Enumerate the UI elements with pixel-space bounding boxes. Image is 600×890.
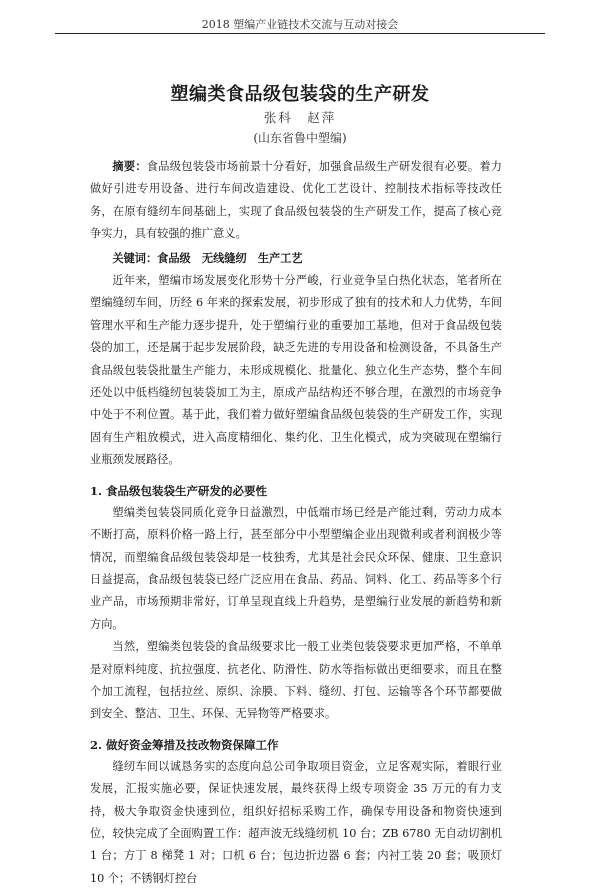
paper-body [90, 155, 502, 890]
section-1-heading: 1. 食品级包装袋生产研发的必要性 [90, 483, 268, 498]
authors: 张科 赵萍 [263, 110, 337, 125]
paper-title: 塑编类食品级包装袋的生产研发 [170, 84, 430, 105]
keywords [90, 247, 502, 270]
abstract-label: 摘要： [112, 159, 147, 173]
keywords-terms: 食品级 无线缝纫 生产工艺 [157, 250, 303, 265]
intro-paragraph: 近年来，塑编市场发展变化形势十分严峻，行业竞争呈白热化状态，笔者所在塑编缝纫车间，历经 6 年来的探索发展，初步形成了独有的技术和人力优势，车间管理水平和生产能力逐步提升，处于塑编行业的重要加工基地，但对于食品级包装袋的加工，还是属于起步发展阶段，缺乏先进的专用设备和检测设备，不具备生产食品级包装袋批量生产能力，未形成规模化、批量化、独立化生产态势，整个车间还处以中低档缝纫包装袋加工为主，原成产品结构还不够合理，在激烈的市场竞争中处于不利位置。基于此，我们着力做好塑编食品级包装袋的生产研发工作，实现固有生产粗放模式，进入高度精细化、集约化、卫生化模式，成为突破现在塑编行业瓶颈发展路径。 [90, 274, 502, 467]
section-2-paragraph: 缝纫车间以诚恳务实的态度向总公司争取项目资金，立足客观实际，着眼行业发展，汇报实施必要，保证快速发展，最终获得上级专项资金 35 万元的有力支持，极大争取资金快速到位，组织好招标采购工作，确保专用设备和物资快速到位，较快完成了全面购置工作：超声波无线缝纫机 10 台；ZB 6780 无自动切割机 1 台；方丁 8 梯凳 1 对；口机 6 台；包边折边器 6 套；内衬工装 20 套；吸顶灯 10 个；不锈钢灯控台 [90, 759, 502, 885]
keywords-label: 关键词： [112, 250, 158, 265]
abstract-text: 食品级包装袋市场前景十分看好，加强食品级生产研发很有必要。着力做好引进专用设备、进行车间改造建设、优化工艺设计、控制技术指标等技改任务，在原有缝纫车间基础上，实现了食品级包装袋的生产研发工作，提高了核心竞争实力，具有较强的推广意义。 [90, 160, 502, 241]
section-1-paragraph: 当然，塑编类包装袋的食品级要求比一般工业类包装袋要求更加严格，不单单是对原料纯度、抗拉强度、抗老化、防滑性、防水等指标做出更细要求，而且在整个加工流程，包括拉丝、原织、涂膜、下料、缝纫、打包、运输等各个环节都要做到安全、整洁、卫生、环保、无异物等严格要求。 [90, 640, 502, 721]
running-header: 2018 塑编产业链技术交流与互动对接会 [201, 18, 399, 31]
abstract [90, 155, 502, 246]
section-2-heading: 2. 做好资金筹措及技改物资保障工作 [90, 737, 279, 752]
affiliation: (山东省鲁中塑编) [253, 131, 347, 145]
header-rule [55, 33, 545, 34]
section-1-paragraph: 塑编类包装袋同质化竞争日益激烈，中低端市场已经是产能过剩，劳动力成本不断打高，原料价格一路上行，甚至部分中小型塑编企业出现微利或者利润极少等情况，而塑编食品级包装袋却是一枝独秀，尤其是社会民众环保、健康、卫生意识日益提高，食品级包装袋已经广泛应用在食品、药品、饲料、化工、药品等多个行业产品，市场预期非常好，订单呈现直线上升趋势，是塑编行业发展的新趋势和新方向。 [90, 505, 502, 631]
